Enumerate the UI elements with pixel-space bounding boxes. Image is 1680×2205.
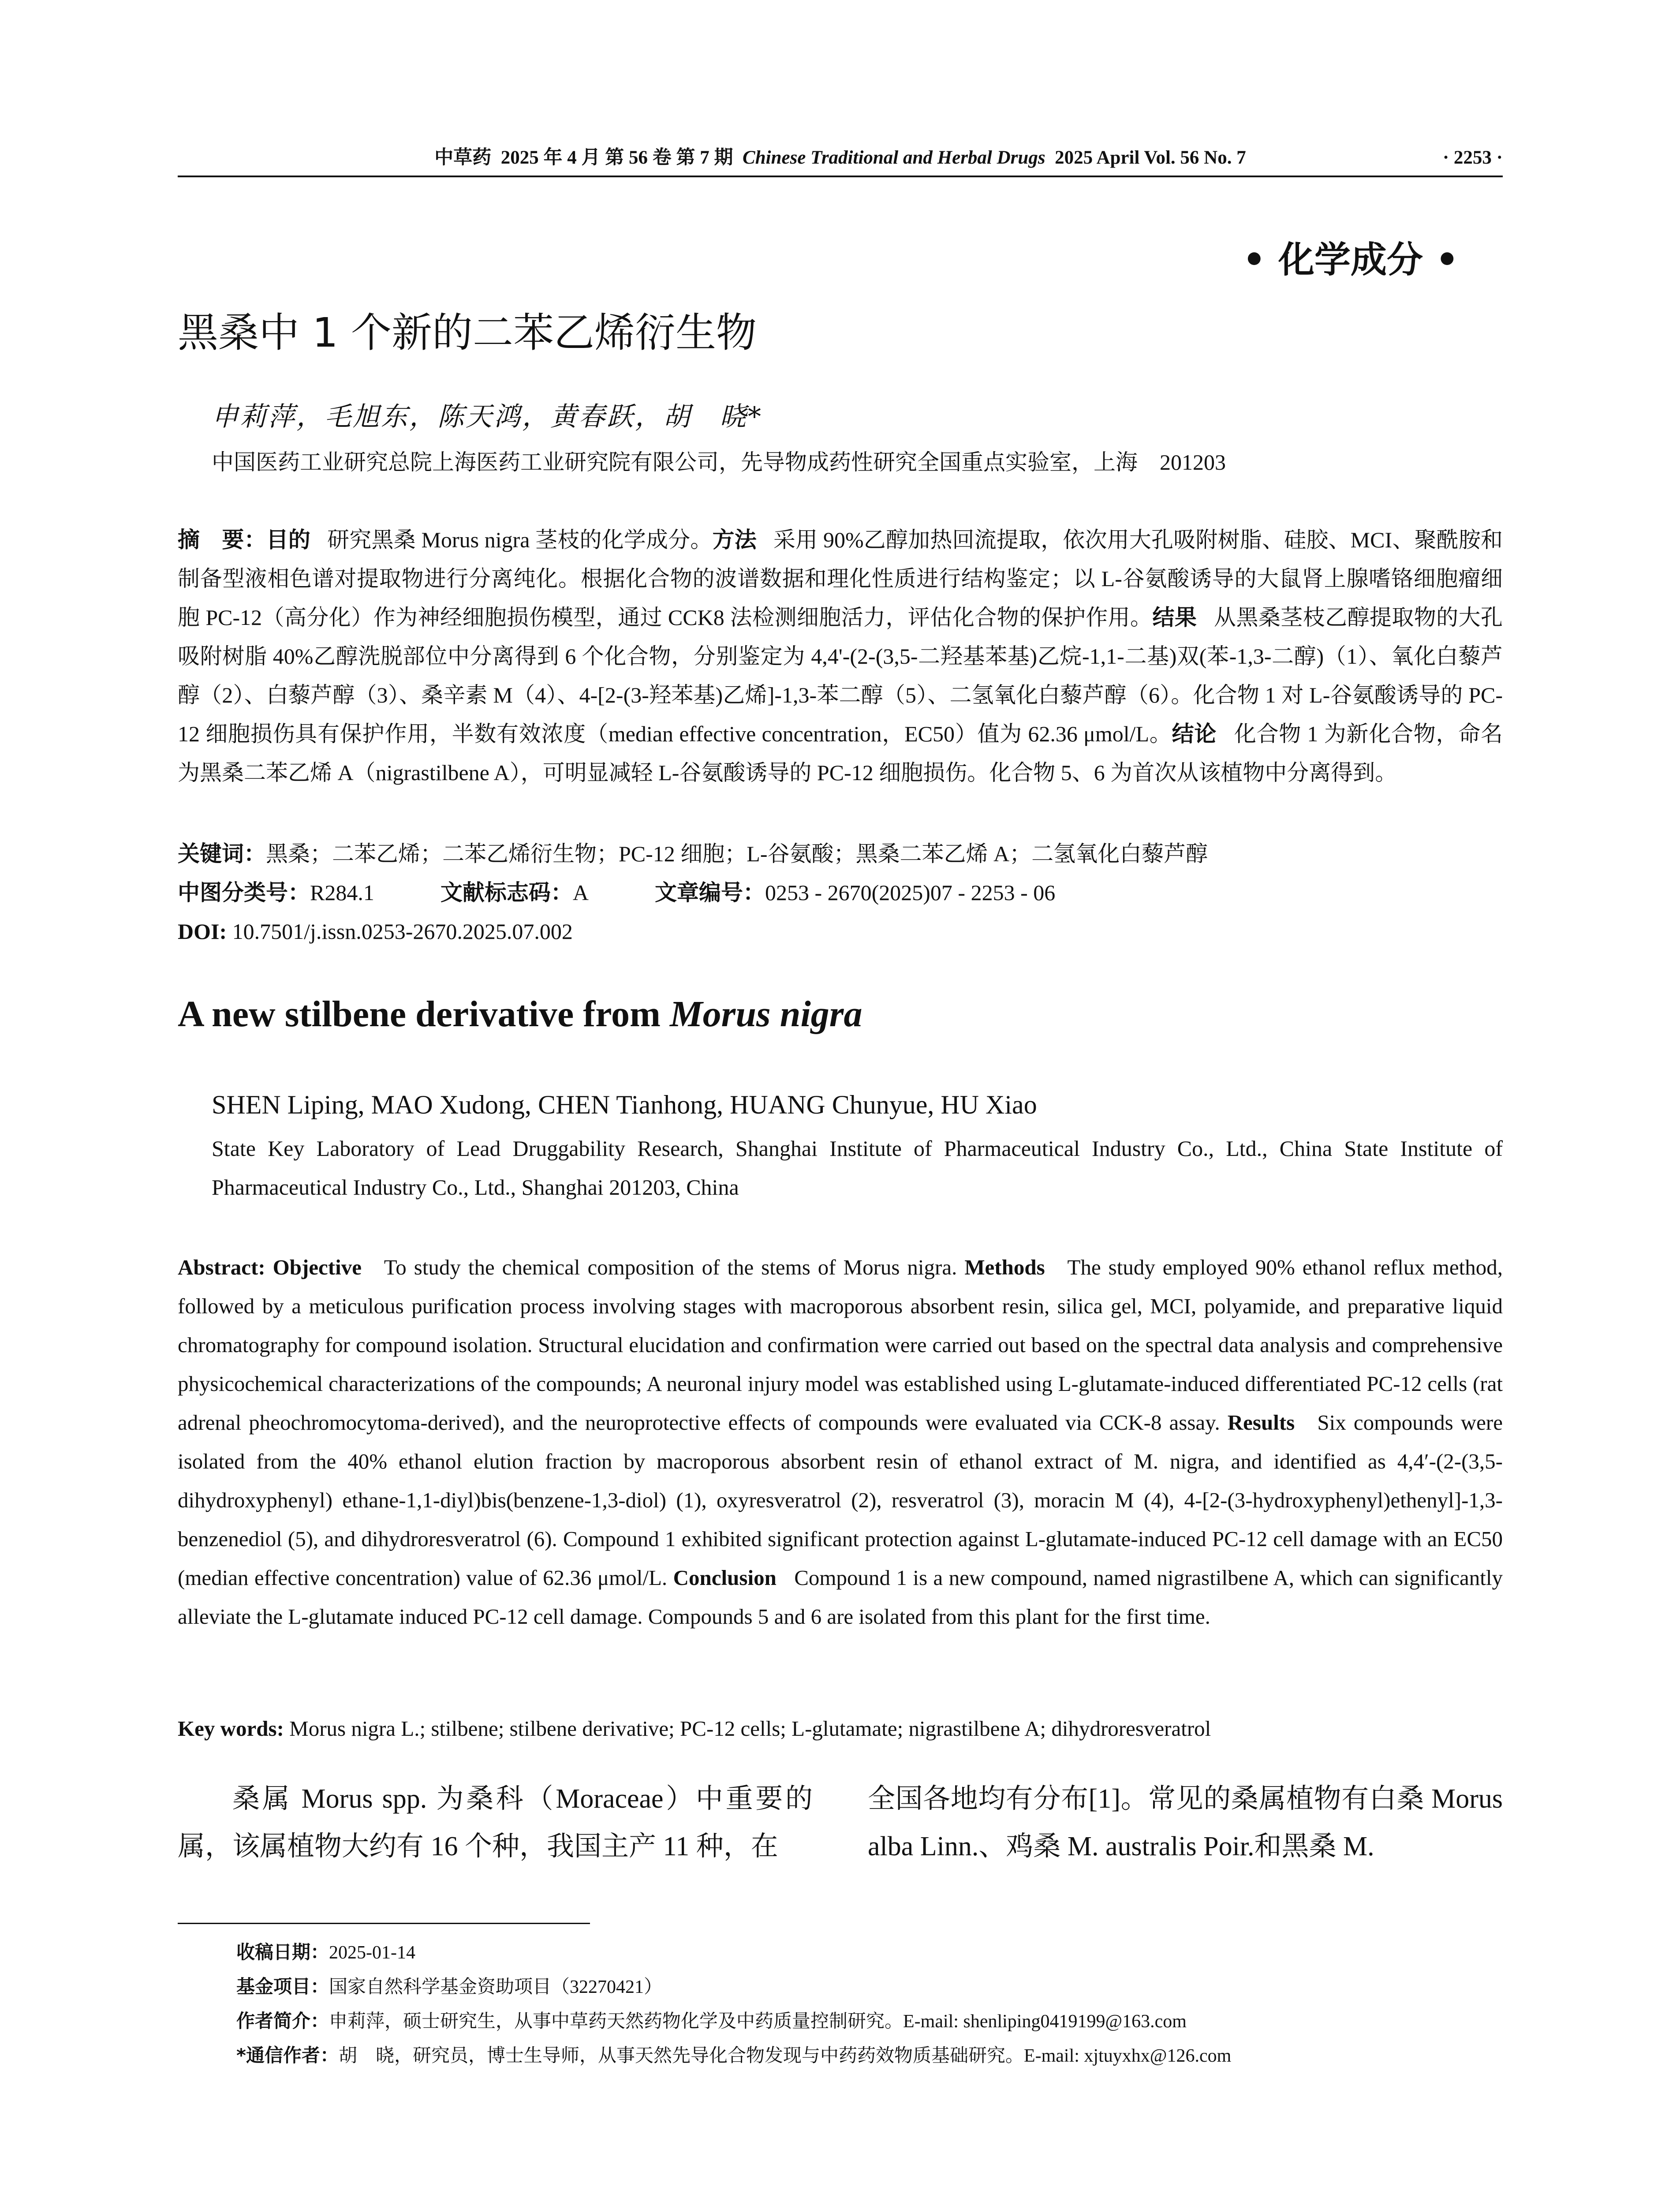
en-keywords-text: Morus nigra L.; stilbene; stilbene derivative; PC-12 cells; L-glutamate; nigrastilbene A; dihydroresveratrol bbox=[289, 1716, 1211, 1741]
fund-text: 国家自然科学基金资助项目（32270421） bbox=[329, 1977, 663, 1997]
journal-name-cn: 中草药 bbox=[434, 147, 492, 168]
corresponding-text: 胡 晓，研究员，博士生导师，从事天然先导化合物发现与中药药效物质基础研究。E-mail: xjtuyxhx@126.com bbox=[338, 2046, 1232, 2066]
running-header-title bbox=[178, 145, 1503, 171]
cn-results: 从黑桑茎枝乙醇提取物的大孔吸附树脂 40%乙醇洗脱部位中分离得到 6 个化合物，分别鉴定为 4,4'-(2-(3,5-二羟基苯基)乙烷-1,1-二基)双(苯-1,3-二醇)（1）、氧化白藜芦醇（2）、白藜芦醇（3）、桑辛素 M（4）、4-[2-(3-羟苯基)乙烯]-1,3-苯二醇（5）、二氢氧化白藜芦醇（6）。化合物 1 对 L-谷氨酸诱导的 PC-12 细胞损伤具有保护作用，半数有效浓度（median effective concentration，EC50）值为 62.36 μmol/L。 bbox=[178, 605, 1503, 746]
cn-methods: 采用 90%乙醇加热回流提取，依次用大孔吸附树脂、硅胶、MCI、聚酰胺和制备型液相色谱对提取物进行分离纯化。根据化合物的波谱数据和理化性质进行结构鉴定；以 L-谷氨酸诱导的大鼠肾上腺嗜铬细胞瘤细胞 PC-12（高分化）作为神经细胞损伤模型，通过 CCK8 法检测细胞活力，评估化合物的保护作用。 bbox=[178, 527, 1503, 630]
running-header bbox=[178, 145, 1503, 171]
en-conclusion-label: Conclusion bbox=[673, 1566, 777, 1590]
cn-abstract-label: 摘 要： bbox=[178, 527, 266, 553]
cn-objective-label: 目的 bbox=[266, 527, 311, 553]
author-bio-text: 申莉萍，硕士研究生，从事中草药天然药物化学及中药质量控制研究。E-mail: shenliping0419199@163.com bbox=[329, 2011, 1187, 2032]
body-column-right: 全国各地均有分布[1]。常见的桑属植物有白桑 Morus alba Linn.、鸡桑 M. australis Poir.和黑桑 M. bbox=[868, 1784, 1503, 1861]
doi bbox=[178, 912, 1503, 951]
cn-keywords-text: 黑桑；二苯乙烯；二苯乙烯衍生物；PC-12 细胞；L-谷氨酸；黑桑二苯乙烯 A；二氢氧化白藜芦醇 bbox=[266, 841, 1208, 866]
en-title-species: Morus nigra bbox=[669, 994, 862, 1035]
issue-date-cn: 2025 年 4 月 第 56 卷 第 7 期 bbox=[500, 147, 733, 168]
journal-name-en: Chinese Traditional and Herbal Drugs bbox=[743, 147, 1045, 168]
body-column-left: 桑属 Morus spp. 为桑科（Moraceae）中重要的属，该属植物大约有 16 个种，我国主产 11 种，在 bbox=[178, 1784, 813, 1861]
cn-methods-label: 方法 bbox=[712, 527, 757, 553]
en-objective-label: Objective bbox=[273, 1255, 362, 1279]
en-keywords bbox=[178, 1709, 1503, 1748]
en-abstract-label: Abstract: bbox=[178, 1255, 265, 1279]
corresponding-label: *通信作者： bbox=[236, 2044, 339, 2066]
doi-value[interactable]: 10.7501/j.issn.0253-2670.2025.07.002 bbox=[232, 919, 573, 944]
page-number: · 2253 · bbox=[1442, 147, 1503, 168]
cn-keywords bbox=[178, 834, 1503, 873]
received-label: 收稿日期： bbox=[236, 1941, 329, 1963]
en-abstract bbox=[178, 1248, 1503, 1636]
footnote-received bbox=[236, 1937, 415, 1968]
cn-objective: 研究黑桑 Morus nigra 茎枝的化学成分。 bbox=[327, 527, 713, 552]
footnote-corresponding bbox=[236, 2040, 1231, 2071]
article-no-value: 0253 - 2670(2025)07 - 2253 - 06 bbox=[765, 880, 1056, 905]
doc-code-label: 文献标志码： bbox=[440, 880, 573, 905]
en-keywords-label: Key words: bbox=[178, 1716, 284, 1741]
issue-date-en: 2025 April Vol. 56 No. 7 bbox=[1055, 147, 1246, 168]
doc-code-value: A bbox=[572, 880, 589, 905]
en-affiliation: State Key Laboratory of Lead Druggability Research, Shanghai Institute of Pharmaceutical Industry Co., Ltd., China State Institute of Pharmaceutical Industry Co., Ltd., Shanghai 201203, China bbox=[212, 1136, 1503, 1200]
en-objective: To study the chemical composition of the stems of Morus nigra. bbox=[384, 1255, 957, 1279]
en-results-label: Results bbox=[1227, 1410, 1295, 1435]
cn-results-label: 结果 bbox=[1152, 605, 1197, 630]
en-results: Six compounds were isolated from the 40% ethanol elution fraction by macroporous absorbent resin of ethanol extract of M. nigra, and identified as 4,4′-(2-(3,5-dihydroxyphenyl) ethane-1,1-diyl)bis(benzene-1,3-diol) (1), oxyresveratrol (2), resveratrol (3), moracin M (4), 4-[2-(3-hydroxyphenyl)ethenyl]-1,3-benzenediol (5), and dihydroresveratrol (6). Compound 1 exhibited significant protection against L-glutamate-induced PC-12 cell damage with an EC50 (median effective concentration) value of 62.36 μmol/L. bbox=[178, 1410, 1503, 1590]
article-no-label: 文章编号： bbox=[654, 880, 765, 905]
clc-label: 中图分类号： bbox=[178, 880, 310, 905]
en-title bbox=[178, 988, 862, 1041]
en-methods: The study employed 90% ethanol reflux method, followed by a meticulous purification process involving stages with macroporous absorbent resin, silica gel, MCI, polyamide, and preparative liquid chromatography for compound isolation. Structural elucidation and confirmation were carried out based on the spectral data analysis and comprehensive physicochemical characterizations of the compounds; A neuronal injury model was established using L-glutamate-induced differentiated PC-12 cells (rat adrenal pheochromocytoma-derived), and the neuroprotective effects of compounds were evaluated via CCK-8 assay. bbox=[178, 1255, 1503, 1435]
clc-value: R284.1 bbox=[310, 880, 374, 905]
footnote-rule bbox=[178, 1923, 590, 1924]
header-rule bbox=[178, 176, 1503, 177]
cn-conclusion: 化合物 1 为新化合物，命名为黑桑二苯乙烯 A（nigrastilbene A），可明显减轻 L-谷氨酸诱导的 PC-12 细胞损伤。化合物 5、6 为首次从该植物中分离得到。 bbox=[178, 721, 1503, 785]
en-conclusion: Compound 1 is a new compound, named nigrastilbene A, which can significantly alleviate the L-glutamate induced PC-12 cell damage. Compounds 5 and 6 are isolated from this plant for the first time. bbox=[178, 1566, 1503, 1629]
footnote-author bbox=[236, 2006, 1187, 2037]
cn-title: 黑桑中 1 个新的二苯乙烯衍生物 bbox=[178, 309, 757, 356]
en-title-prefix: A new stilbene derivative from bbox=[178, 994, 670, 1035]
cn-abstract bbox=[178, 520, 1503, 792]
en-methods-label: Methods bbox=[964, 1255, 1045, 1279]
cn-keywords-label: 关键词： bbox=[178, 841, 266, 867]
cn-conclusion-label: 结论 bbox=[1172, 721, 1217, 747]
footnote-fund bbox=[236, 1971, 662, 2003]
section-label: • 化学成分 • bbox=[1243, 239, 1459, 281]
cn-authors: 申莉萍，毛旭东，陈天鸿，黄春跃，胡 晓* bbox=[212, 401, 763, 432]
en-authors: SHEN Liping, MAO Xudong, CHEN Tianhong, HUANG Chunyue, HU Xiao bbox=[212, 1090, 1037, 1119]
received-date: 2025-01-14 bbox=[329, 1943, 415, 1963]
fund-label: 基金项目： bbox=[236, 1976, 329, 1997]
author-bio-label: 作者简介： bbox=[236, 2010, 329, 2032]
cn-affiliation: 中国医药工业研究总院上海医药工业研究院有限公司，先导物成药性研究全国重点实验室，上海 201203 bbox=[212, 450, 1226, 475]
doi-label: DOI: bbox=[178, 919, 227, 944]
cn-classification bbox=[178, 873, 1503, 912]
